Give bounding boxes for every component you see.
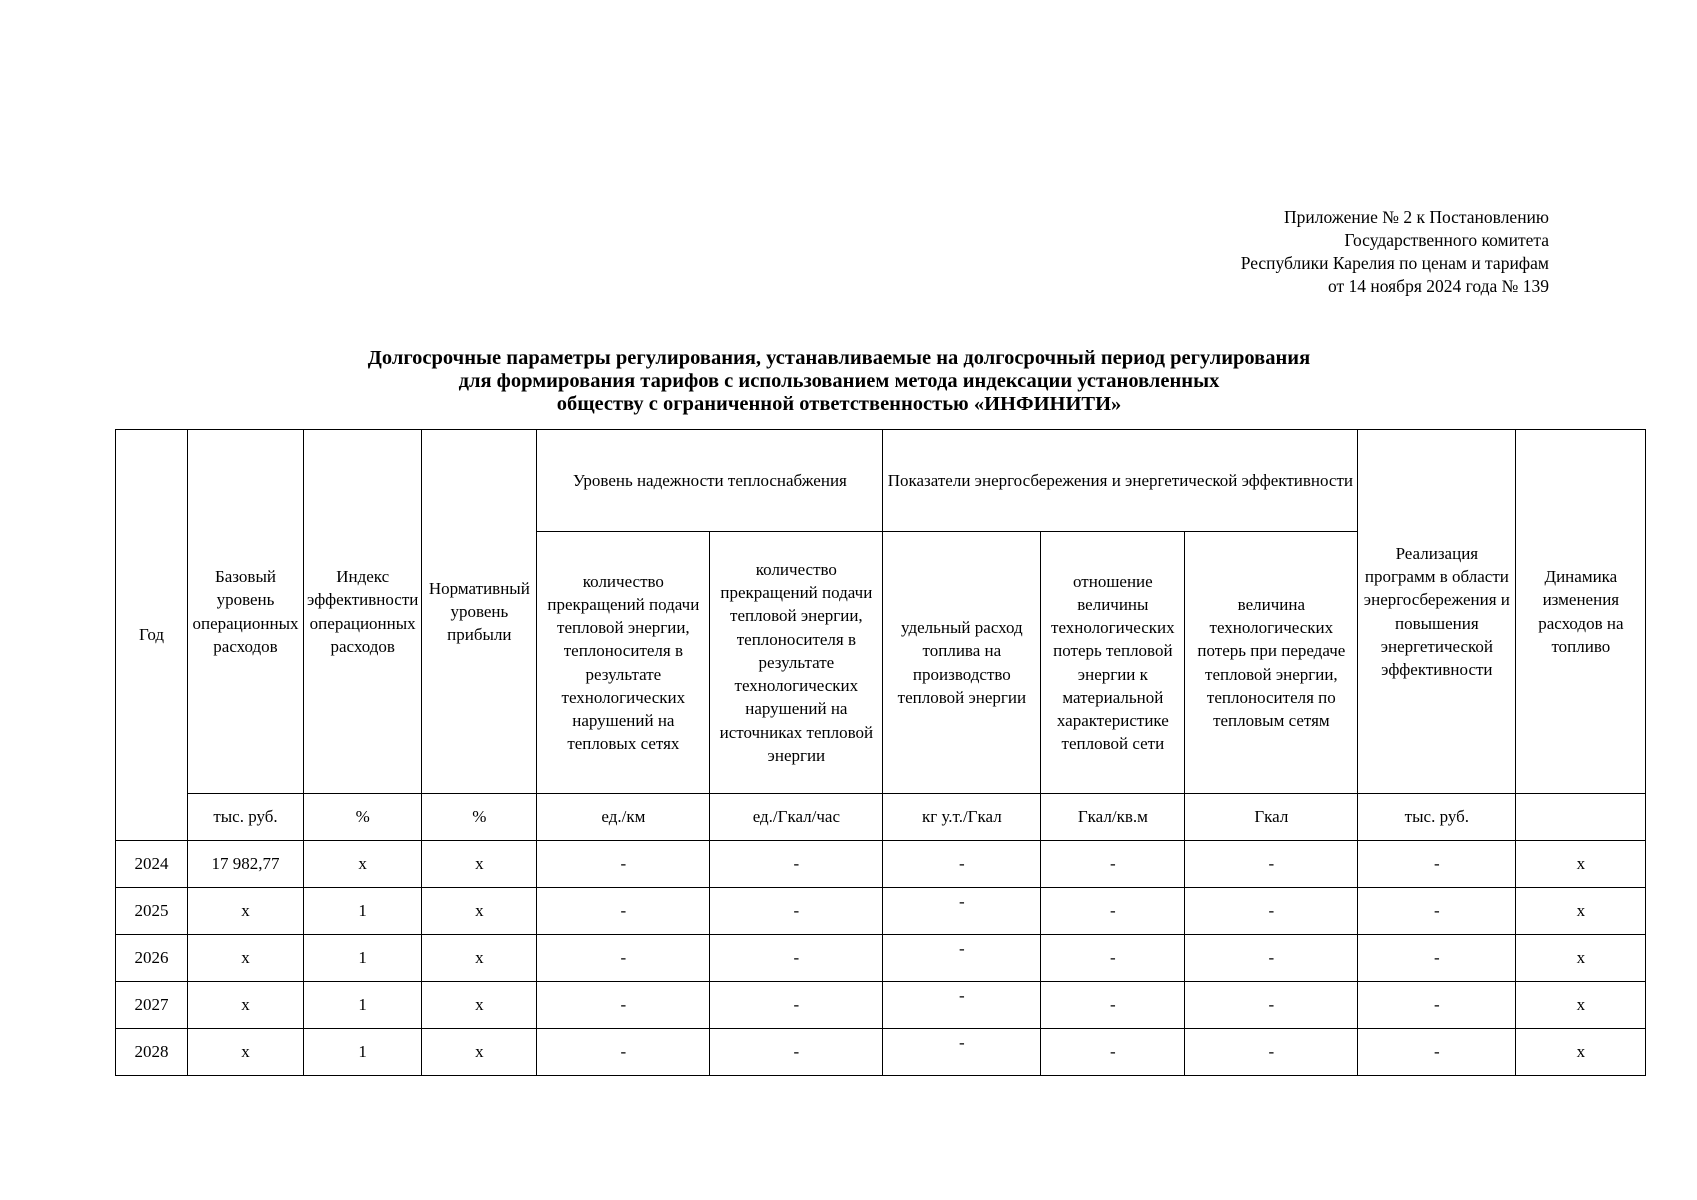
unit-cell (1516, 794, 1646, 841)
table-row (116, 1029, 1646, 1076)
appendix-line-1: Приложение № 2 к Постановлению (1283, 207, 1549, 227)
header-year: Год (116, 430, 188, 841)
table-cell: - (537, 841, 710, 888)
cell-value: - (959, 1033, 965, 1053)
table-row (116, 888, 1646, 935)
table-cell: х (422, 982, 537, 1029)
year-cell: 2026 (116, 935, 188, 982)
table-cell: - (1185, 935, 1358, 982)
header-reliability-networks: количество прекращений подачи тепловой энергии, теплоносителя в результате технологических нарушений на тепловых сетях (537, 532, 710, 794)
unit-cell: тыс. руб. (188, 794, 304, 841)
table-cell: х (422, 935, 537, 982)
cell-value: - (959, 939, 965, 959)
header-reliability-sources: количество прекращений подачи тепловой энергии, теплоносителя в результате технологических нарушений на источниках тепловой энергии (710, 532, 883, 794)
header-fuel-dynamics: Динамика изменения расходов на топливо (1516, 430, 1646, 794)
table-cell: - (883, 841, 1041, 888)
table-cell: - (1041, 841, 1185, 888)
table-cell: - (1185, 1029, 1358, 1076)
table-cell: - (1358, 1029, 1516, 1076)
header-reliability-group: Уровень надежности теплоснабжения (537, 430, 883, 532)
cell-value: - (959, 892, 965, 912)
unit-cell: кг у.т./Гкал (883, 794, 1041, 841)
title-line-1: Долгосрочные параметры регулирования, устанавливаемые на долгосрочный период регулирования (367, 347, 1311, 369)
table-cell: х (422, 841, 537, 888)
header-efficiency-index: Индекс эффективности операционных расходов (304, 430, 422, 794)
table-cell: х (1516, 935, 1646, 982)
table-cell: - (537, 982, 710, 1029)
table-cell: - (710, 1029, 883, 1076)
table-cell: х (1516, 982, 1646, 1029)
table-cell: - (1358, 982, 1516, 1029)
table-cell (883, 982, 1041, 1029)
table-cell: х (188, 982, 304, 1029)
table-cell (883, 888, 1041, 935)
table-cell: - (710, 888, 883, 935)
year-cell: 2025 (116, 888, 188, 935)
unit-cell: тыс. руб. (1358, 794, 1516, 841)
table-row (116, 982, 1646, 1029)
header-energy-group: Показатели энергосбережения и энергетической эффективности (883, 430, 1358, 532)
table-cell: 1 (304, 935, 422, 982)
document-title (110, 347, 1568, 416)
table-row (116, 935, 1646, 982)
table-cell: - (1358, 935, 1516, 982)
table-cell: - (537, 888, 710, 935)
table-cell: - (1358, 888, 1516, 935)
table-cell: х (188, 935, 304, 982)
table-cell: х (422, 888, 537, 935)
header-profit-level: Нормативный уровень прибыли (422, 430, 537, 794)
appendix-line-2: Государственного комитета (1344, 230, 1549, 250)
appendix-line-3: Республики Карелия по ценам и тарифам (1240, 253, 1549, 273)
header-row-1 (116, 430, 1646, 532)
year-cell: 2024 (116, 841, 188, 888)
unit-cell: Гкал/кв.м (1041, 794, 1185, 841)
units-row (116, 794, 1646, 841)
header-base-level: Базовый уровень операционных расходов (188, 430, 304, 794)
table-cell (883, 935, 1041, 982)
table-cell: - (1041, 982, 1185, 1029)
table-cell (883, 1029, 1041, 1076)
table-cell: х (304, 841, 422, 888)
table-cell: 1 (304, 982, 422, 1029)
table-row (116, 841, 1646, 888)
table-cell: х (1516, 1029, 1646, 1076)
table-cell: - (537, 1029, 710, 1076)
appendix-line-4: от 14 ноября 2024 года № 139 (1327, 276, 1549, 296)
parameters-table (115, 429, 1646, 1076)
table-cell: - (710, 982, 883, 1029)
table-cell: - (1185, 841, 1358, 888)
header-programs: Реализация программ в области энергосбережения и повышения энергетической эффективности (1358, 430, 1516, 794)
table-cell: - (1185, 982, 1358, 1029)
header-loss-value: величина технологических потерь при передаче тепловой энергии, теплоносителя по тепловым сетям (1185, 532, 1358, 794)
table-cell: - (1185, 888, 1358, 935)
cell-value: - (959, 986, 965, 1006)
table-cell: - (1041, 1029, 1185, 1076)
unit-cell: ед./Гкал/час (710, 794, 883, 841)
year-cell: 2028 (116, 1029, 188, 1076)
appendix-block (1241, 206, 1549, 298)
title-line-3: обществу с ограниченной ответственностью «ИНФИНИТИ» (556, 393, 1122, 415)
year-cell: 2027 (116, 982, 188, 1029)
table-cell: - (1041, 935, 1185, 982)
header-fuel-consumption: удельный расход топлива на производство тепловой энергии (883, 532, 1041, 794)
table-cell: - (710, 841, 883, 888)
unit-cell: % (422, 794, 537, 841)
table-cell: - (537, 935, 710, 982)
unit-cell: % (304, 794, 422, 841)
table-cell: х (188, 888, 304, 935)
unit-cell: ед./км (537, 794, 710, 841)
unit-cell: Гкал (1185, 794, 1358, 841)
table-cell: - (710, 935, 883, 982)
table-cell: 1 (304, 1029, 422, 1076)
title-line-2: для формирования тарифов с использованием метода индексации установленных (458, 370, 1220, 392)
table-cell: х (1516, 888, 1646, 935)
table-cell: х (1516, 841, 1646, 888)
header-loss-ratio: отношение величины технологических потерь тепловой энергии к материальной характеристике тепловой сети (1041, 532, 1185, 794)
table-cell: 17 982,77 (188, 841, 304, 888)
table-cell: - (1358, 841, 1516, 888)
table-cell: 1 (304, 888, 422, 935)
table-cell: - (1041, 888, 1185, 935)
table-cell: х (188, 1029, 304, 1076)
table-cell: х (422, 1029, 537, 1076)
